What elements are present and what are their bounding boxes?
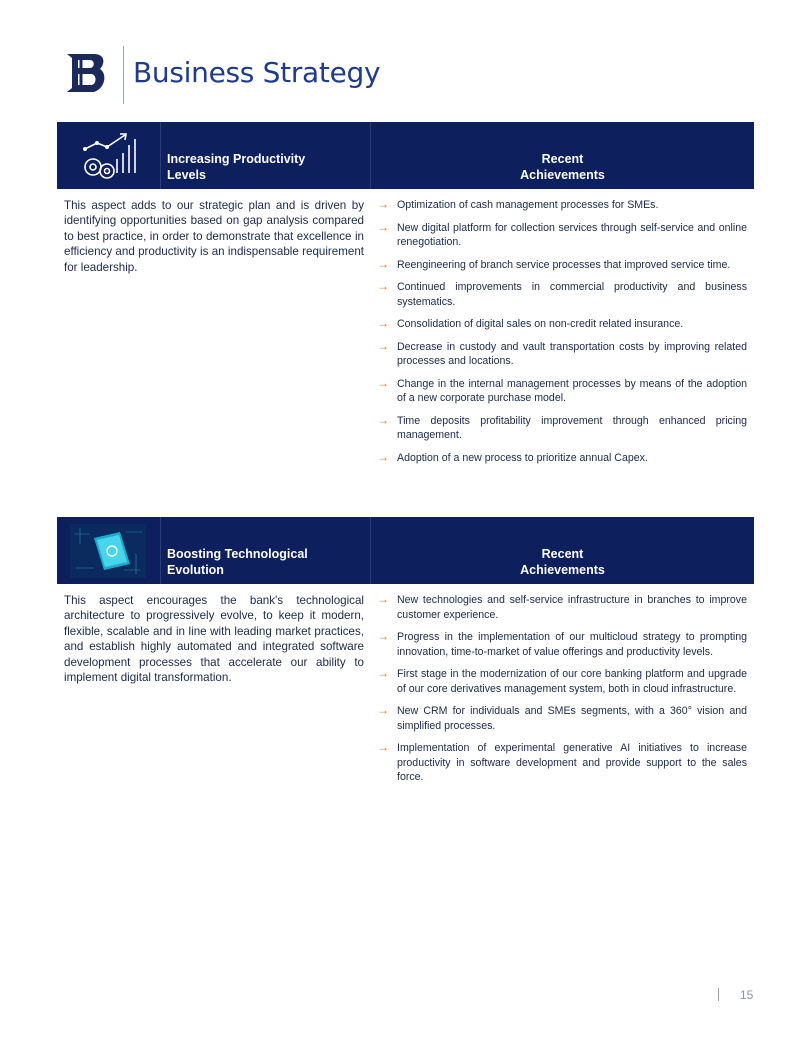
recent-achievements-line: Achievements	[520, 168, 605, 182]
arrow-right-icon: →	[377, 740, 389, 754]
recent-achievements-line: Recent	[541, 152, 584, 166]
list-item-text: New technologies and self-service infrastructure in branches to improve customer experience.	[397, 594, 747, 621]
list-item-text: Reengineering of branch service processes that improved service time.	[397, 258, 731, 271]
arrow-right-icon: →	[377, 219, 389, 234]
list-item-text: Adoption of a new process to prioritize annual Capex.	[397, 451, 648, 464]
list-item-text: Optimization of cash management processes for SMEs.	[397, 199, 659, 211]
list-item-text: Progress in the implementation of our multicloud strategy to prompting innovation, time-to-market of value offerings and productivity levels.	[397, 631, 747, 658]
arrow-right-icon: →	[377, 412, 389, 427]
list-item-text: New digital platform for collection services through self-service and online renegotiation.	[397, 221, 747, 248]
arrow-right-icon: →	[377, 197, 389, 211]
list-item	[377, 630, 747, 659]
arrow-right-icon: →	[377, 592, 389, 606]
recent-achievements-heading	[371, 151, 754, 183]
section-header	[57, 517, 754, 584]
list-item-text: Change in the internal management processes by means of the adoption of a new corporate purchase model.	[397, 377, 747, 404]
arrow-right-icon: →	[377, 375, 389, 390]
recent-achievements-line: Achievements	[520, 563, 605, 577]
section-topic-cell	[161, 122, 371, 189]
arrow-right-icon: →	[377, 256, 389, 271]
list-item	[377, 198, 747, 213]
section-topic-line: Increasing Productivity	[167, 152, 306, 166]
list-item	[377, 741, 747, 785]
list-item-text: Implementation of experimental generative AI initiatives to increase productivity in software development and provide support to the sales force.	[397, 742, 747, 783]
recent-achievements-line: Recent	[541, 547, 584, 561]
list-item-text: First stage in the modernization of our core banking platform and upgrade of our core derivatives management system, both in cloud infrastructure.	[397, 668, 747, 695]
list-item	[377, 280, 747, 309]
list-item-text: Time deposits profitability improvement through enhanced pricing management.	[397, 414, 747, 441]
arrow-right-icon: →	[377, 703, 389, 717]
section-topic-line: Boosting Technological	[167, 547, 308, 561]
recent-achievements-heading	[371, 546, 754, 578]
footer-divider	[718, 988, 719, 1001]
list-item-text: New CRM for individuals and SMEs segments, with a 360° vision and simplified processes.	[397, 705, 747, 732]
strategy-section-technology	[57, 517, 754, 783]
page-number: 15	[740, 988, 754, 1002]
list-item	[377, 377, 747, 406]
arrow-right-icon: →	[377, 449, 389, 464]
strategy-section-productivity	[57, 122, 754, 464]
arrow-right-icon: →	[377, 279, 389, 293]
list-item	[377, 221, 747, 250]
achievements-list	[377, 198, 747, 473]
digital-phone-technology-icon	[70, 524, 146, 578]
section-description: This aspect encourages the bank's technological architecture to progressively evolve, to keep it modern, flexible, scalable and in line with leading market practices, and establish highly automated and integrated software development processes that accelerate our ability to implement digital transformation.	[64, 594, 364, 685]
section-topic-line1	[167, 151, 305, 183]
arrow-right-icon: →	[377, 338, 389, 353]
section-description: This aspect adds to our strategic plan and is driven by identifying opportunities based on gap analysis compared to best practice, in order to demonstrate that excellence in efficiency and productivity is an indispensable requirement for leadership.	[64, 199, 364, 274]
page-title: Business Strategy	[133, 56, 381, 89]
section-topic	[167, 546, 308, 578]
list-item	[377, 593, 747, 622]
arrow-right-icon: →	[377, 629, 389, 643]
achievements-list	[377, 593, 747, 793]
list-item	[377, 317, 747, 332]
list-item-text: Consolidation of digital sales on non-credit related insurance.	[397, 318, 684, 330]
section-icon-cell	[57, 517, 161, 584]
section-header	[57, 122, 754, 189]
list-item	[377, 340, 747, 369]
list-item	[377, 258, 747, 273]
arrow-right-icon: →	[377, 666, 389, 680]
bank-logo	[64, 50, 108, 96]
title-divider	[123, 46, 124, 104]
list-item	[377, 414, 747, 443]
list-item	[377, 451, 747, 466]
list-item	[377, 704, 747, 733]
list-item-text: Continued improvements in commercial productivity and business systematics.	[397, 281, 747, 308]
arrow-right-icon: →	[377, 316, 389, 330]
productivity-gears-chart-icon	[79, 129, 139, 183]
section-icon-cell	[57, 122, 161, 189]
list-item-text: Decrease in custody and vault transportation costs by improving related processes and locations.	[397, 340, 747, 367]
section-topic-line: Levels	[167, 168, 206, 182]
section-topic-line: Evolution	[167, 563, 224, 577]
section-topic-cell	[161, 517, 371, 584]
list-item	[377, 667, 747, 696]
